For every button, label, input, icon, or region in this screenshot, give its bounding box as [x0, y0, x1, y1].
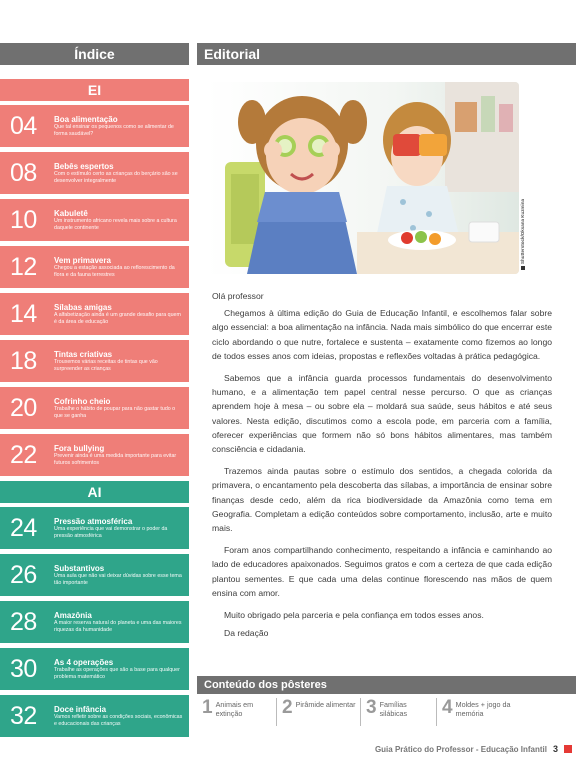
poster-label: Animais em extinção — [215, 700, 254, 718]
poster-item[interactable] — [197, 698, 277, 726]
item-title: Amazônia — [54, 610, 92, 620]
index-item[interactable] — [0, 695, 189, 737]
index-item[interactable] — [0, 152, 189, 194]
poster-item[interactable] — [361, 698, 437, 726]
item-page-number: 08 — [10, 158, 37, 187]
page-footer — [310, 743, 572, 755]
item-page-number: 30 — [10, 654, 37, 683]
section-header-ei: EI — [0, 79, 189, 101]
section-ai-items — [0, 503, 189, 737]
poster-label: Famílias silábicas — [379, 700, 408, 718]
item-title: As 4 operações — [54, 657, 114, 667]
section-header-ai: AI — [0, 481, 189, 503]
item-page-number: 28 — [10, 607, 37, 636]
item-title: Fora bullying — [54, 443, 105, 453]
item-description: Trabalhe as operações que são a base para qualquer problema matemático — [54, 666, 180, 680]
section-ei-items — [0, 101, 189, 476]
item-description: Uma experiência que vai demonstrar o poder da pressão atmosférica — [54, 525, 168, 539]
index-item[interactable] — [0, 387, 189, 429]
index-item[interactable] — [0, 293, 189, 335]
item-description: Trabalhe o hábito de poupar para não gastar tudo o que se ganha — [54, 405, 176, 419]
item-title: Vem primavera — [54, 255, 111, 265]
poster-number: 1 — [202, 697, 213, 718]
index-item[interactable] — [0, 434, 189, 476]
editorial-photo — [207, 82, 519, 274]
item-title: Substantivos — [54, 563, 105, 573]
item-page-number: 22 — [10, 440, 37, 469]
page-number: 3 — [552, 744, 558, 754]
page-marker-icon — [564, 745, 572, 753]
item-page-number: 20 — [10, 393, 37, 422]
item-page-number: 14 — [10, 299, 37, 328]
item-description: Vamos refletir sobre as condições sociais, econômicas e educacionais das crianças — [54, 713, 183, 727]
item-page-number: 24 — [10, 513, 37, 542]
credit-square-icon — [521, 266, 525, 270]
index-item[interactable] — [0, 601, 189, 643]
item-title: Tintas criativas — [54, 349, 113, 359]
poster-number: 4 — [442, 697, 453, 718]
item-page-number: 12 — [10, 252, 37, 281]
index-item[interactable] — [0, 554, 189, 596]
poster-item[interactable] — [277, 698, 361, 726]
index-item[interactable] — [0, 105, 189, 147]
editorial-title: Editorial — [197, 43, 576, 65]
item-description: Que tal ensinar os pequenos como se alimentar de forma saudável? — [54, 123, 174, 137]
item-page-number: 18 — [10, 346, 37, 375]
item-page-number: 26 — [10, 560, 37, 589]
item-description: Um instrumento africano revela mais sobre a cultura daquele continente — [54, 217, 177, 231]
item-title: Bebês espertos — [54, 161, 114, 171]
item-title: Boa alimentação — [54, 114, 118, 124]
salutation: Olá professor — [212, 291, 264, 301]
poster-number: 3 — [366, 697, 377, 718]
index-item[interactable] — [0, 246, 189, 288]
children-eating-vegetables-image — [207, 82, 519, 274]
index-title: Índice — [0, 43, 189, 65]
index-item[interactable] — [0, 648, 189, 690]
poster-item[interactable] — [437, 698, 537, 726]
item-page-number: 10 — [10, 205, 37, 234]
photo-credit-text: Shutterstock/Oksana Kuzmina — [520, 198, 525, 264]
posters-title: Conteúdo dos pôsteres — [197, 676, 576, 694]
editorial-column — [197, 43, 576, 65]
item-title: Doce infância — [54, 704, 107, 714]
item-title: Cofrinho cheio — [54, 396, 111, 406]
item-description: A maior reserva natural do planeta e uma das maiores riquezas da humanidade — [54, 619, 182, 633]
index-column — [0, 43, 189, 742]
signature: Da redação — [224, 628, 269, 639]
paragraph: Sabemos que a infância guarda processos fundamentais do desenvolvimento humano, e a alimentação tem papel central nesse percurso. O que as crianças aprendem hoje à mesa – ou sobre ela – moldará sua saúde, seus hábitos e até seus valores. Nesta edição, discutimos como a escola pode, em parceria com a família, oferecer experiências que formem não só bons hábitos alimentares, mas também consciência e cidadania. — [212, 373, 552, 455]
index-item[interactable] — [0, 340, 189, 382]
publication-name: Guia Prático do Professor - Educação Infantil — [374, 744, 547, 754]
posters-list — [197, 698, 576, 726]
item-title: Sílabas amigas — [54, 302, 112, 312]
item-title: Kabuletê — [54, 208, 88, 218]
item-description: Com o estímulo certo as crianças do berçário são se desenvolver integralmente — [54, 170, 178, 184]
paragraph: Muito obrigado pela parceria e pela confiança em todos esses anos. — [224, 610, 484, 621]
item-description: Uma aula que não vai deixar dúvidas sobre esse tema tão importante — [54, 572, 182, 586]
index-item[interactable] — [0, 199, 189, 241]
paragraph: Foram anos compartilhando conhecimento, respeitando a infância e caminhando ao lado de educadores apaixonados. Seguimos gratos e com a certeza de que cada edição plantou sementes. E que cada uma delas continue florescendo nas mãos de quem ensina com amor. — [212, 545, 552, 598]
poster-label: Moldes + jogo da memória — [455, 700, 511, 718]
photo-credit — [520, 190, 528, 270]
paragraph: Chegamos à última edição do Guia de Educação Infantil, e escolhemos falar sobre algo essencial: a boa alimentação na infância. Nada mais simbólico do que encerrar este ciclo abordando o que nutre, fortalece e sustenta – exatamente como fizemos ao longo de todos esses anos com ideias, propostas e reflexões voltadas à prática pedagógica. — [212, 308, 552, 361]
item-page-number: 04 — [10, 111, 37, 140]
item-description: Trouxemos várias receitas de tintas que vão surpreender as crianças — [54, 358, 158, 372]
poster-number: 2 — [282, 697, 293, 718]
editorial-article — [212, 289, 552, 644]
index-item[interactable] — [0, 507, 189, 549]
item-title: Pressão atmosférica — [54, 516, 133, 526]
item-description: Chegou a estação associada ao reflorescimento da flora e da fauna terrestres — [54, 264, 175, 278]
paragraph: Trazemos ainda pautas sobre o estímulo dos sentidos, a chegada colorida da primavera, o encantamento pela descoberta das sílabas, a importância de ensinar sobre finanças desde cedo, além da rica biodiversidade da Amazônia como tema em Geografia. Completam a edição conteúdos sobre comportamento, inclusão, arte e muito mais. — [212, 466, 552, 534]
poster-label: Pirâmide alimentar — [295, 700, 356, 709]
item-description: A alfabetização ainda é um grande desafio para quem é da área de educação — [54, 311, 181, 325]
item-page-number: 32 — [10, 701, 37, 730]
item-description: Prevenir ainda é uma medida importante para evitar futuros sofrimentos — [54, 452, 177, 466]
